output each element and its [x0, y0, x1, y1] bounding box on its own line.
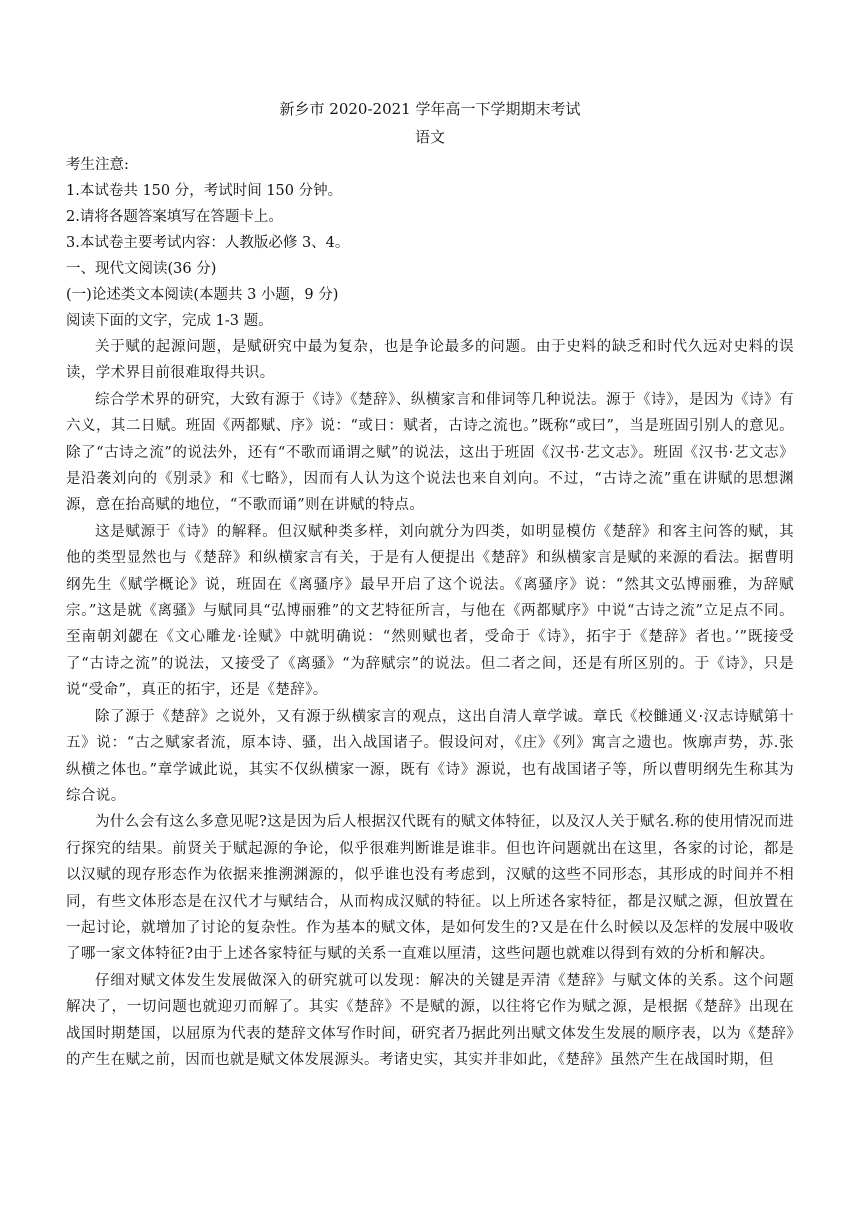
notice-item: 2.请将各题答案填写在答题卡上。: [66, 209, 283, 225]
notice-item: 1.本试卷共 150 分，考试时间 150 分钟。: [66, 183, 343, 199]
passage-paragraph: 除了源于《楚辞》之说外，又有源于纵横家言的观点，这出自清人章学诚。章氏《校雠通义·汉志诗赋第十五》说：“古之赋家者流，原本诗、骚，出入战国诸子。假设问对，《庄》《列》寓言之遗也。恢廓声势，苏.张纵横之体也。”章学诚此说，其实不仅纵横家一源，既有《诗》源说，也有战国诸子等，所以曹明纲先生称其为综合说。: [66, 708, 794, 804]
notice-item: 3.本试卷主要考试内容：人教版必修 3、4。: [66, 235, 350, 251]
passage-paragraph: 仔细对赋文体发生发展做深入的研究就可以发现：解决的关键是弄清《楚辞》与赋文体的关系。这个问题解决了，一切问题也就迎刃而解了。其实《楚辞》不是赋的源，以往将它作为赋之源，是根据《楚辞》出现在战国时期楚国，以屈原为代表的楚辞文体写作时间，研究者乃据此列出赋文体发生发展的顺序表，以为《楚辞》的产生在赋之前，因而也就是赋文体发展源头。考诸史实，其实并非如此，《楚辞》虽然产生在战国时期，但: [66, 972, 794, 1068]
exam-title: 新乡市 2020-2021 学年高一下学期期末考试: [279, 100, 581, 118]
passage-paragraph: 这是赋源于《诗》的解释。但汉赋种类多样，刘向就分为四类，如明显模仿《楚辞》和客主问答的赋，其他的类型显然也与《楚辞》和纵横家言有关，于是有人便提出《楚辞》和纵横家言是赋的来源的看法。据曹明纲先生《赋学概论》说，班固在《离骚序》最早开启了这个说法。《离骚序》说：“然其文弘博丽雅，为辞赋宗。”这是就《离骚》与赋同具“弘博丽雅”的文艺特征所言，与他在《两都赋序》中说“古诗之流”立足点不同。至南朝刘勰在《文心雕龙·诠赋》中就明确说：“然则赋也者，受命于《诗》，拓宇于《楚辞》者也。’”既接受了“古诗之流”的说法，又接受了《离骚》“为辞赋宗”的说法。但二者之间，还是有所区别的。于《诗》，只是说“受命”，真正的拓宇，还是《楚辞》。: [66, 523, 794, 699]
passage-paragraph: 综合学术界的研究，大致有源于《诗》《楚辞》、纵横家言和俳词等几种说法。源于《诗》，是因为《诗》有六义，其二日赋。班固《两都赋、序》说：“或日：赋者，古诗之流也。”既称“或曰”，当是班固引别人的意见。除了“古诗之流”的说法外，还有“不歌而诵谓之赋”的说法，这出于班固《汉书·艺文志》。班固《汉书·艺文志》是沿袭刘向的《别录》和《七略》，因而有人认为这个说法也来自刘向。不过，“古诗之流”重在讲赋的思想渊源，意在抬高赋的地位，“不歌而诵”则在讲赋的特点。: [66, 391, 794, 514]
exam-subject: 语文: [414, 128, 445, 146]
passage-paragraph: 关于赋的起源问题，是赋研究中最为复杂，也是争论最多的问题。由于史料的缺乏和时代久远对史料的误读，学术界目前很难取得共识。: [66, 339, 794, 382]
section-heading: 一、现代文阅读(36 分): [66, 261, 217, 277]
passage-paragraph: 为什么会有这么多意见呢?这是因为后人根据汉代既有的赋文体特征，以及汉人关于赋名.称的使用情况而进行探究的结果。前贤关于赋起源的争论，似乎很难判断谁是谁非。但也许问题就出在这里，各家的讨论，都是以汉赋的现存形态作为依据来推溯渊源的，似乎谁也没有考虑到，汉赋的这些不同形态，其形成的时间并不相同，有些文体形态是在汉代才与赋结合，从而构成汉赋的特征。以上所述各家特征，都是汉赋之源，但放置在一起讨论，就增加了讨论的复杂性。作为基本的赋文体，是如何发生的?又是在什么时候以及怎样的发展中吸收了哪一家文体特征?由于上述各家特征与赋的关系一直难以厘清，这些问题也就难以得到有效的分析和解决。: [66, 814, 794, 963]
notice-heading: 考生注意:: [66, 157, 129, 173]
reading-instruction: 阅读下面的文字，完成 1-3 题。: [66, 313, 273, 329]
subsection-heading: (一)论述类文本阅读(本题共 3 小题，9 分): [66, 287, 339, 303]
